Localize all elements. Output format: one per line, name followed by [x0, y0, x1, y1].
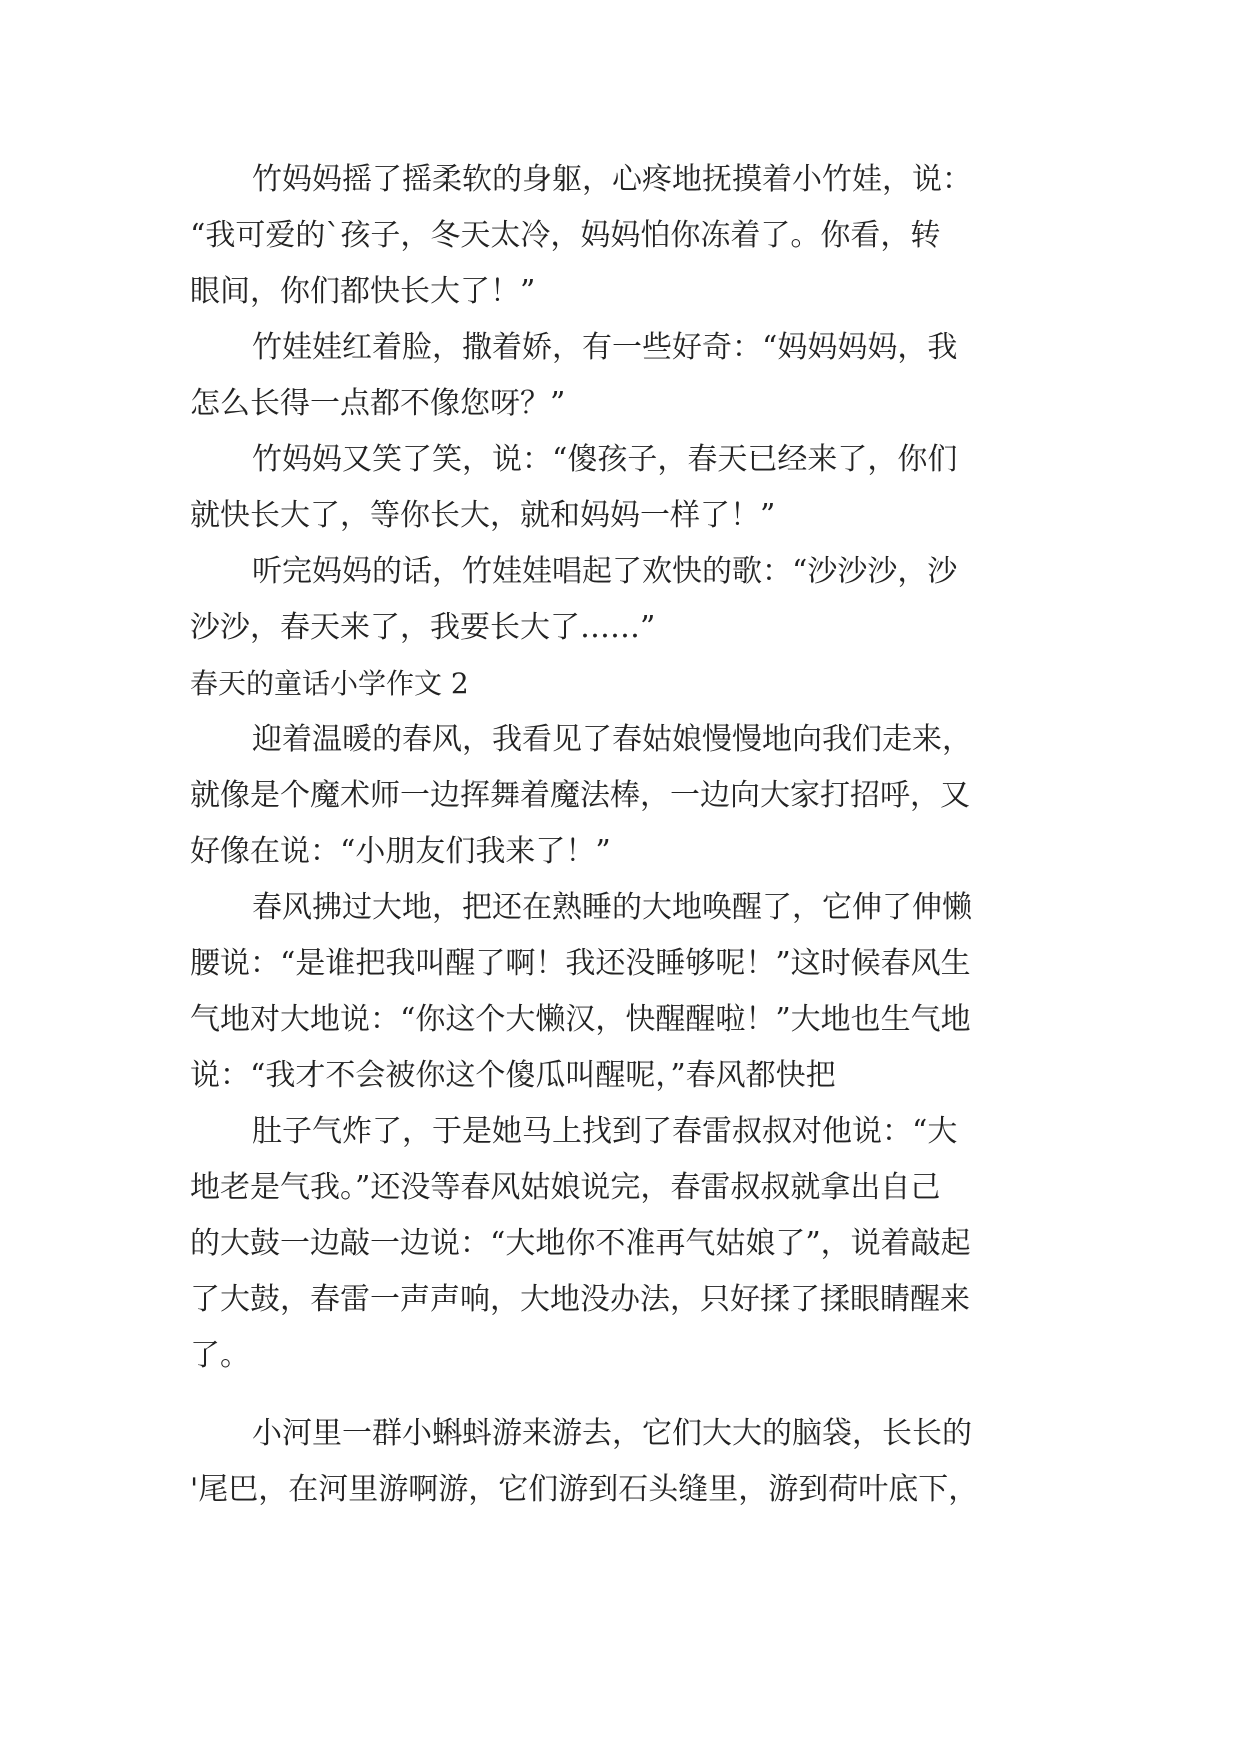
paragraph-line: 听完妈妈的话，竹娃娃唱起了欢快的歌：“沙沙沙，沙: [252, 554, 958, 589]
paragraph-line: 春风拂过大地，把还在熟睡的大地唤醒了，它伸了伸懒: [252, 890, 972, 925]
paragraph-line: 沙沙，春天来了，我要长大了……”: [190, 610, 656, 645]
paragraph-line: 竹妈妈又笑了笑，说：“傻孩子，春天已经来了，你们: [252, 442, 958, 477]
section-heading: 春天的童话小学作文 2: [190, 667, 469, 700]
paragraph-line: 了。: [190, 1338, 250, 1373]
paragraph-line: 眼间，你们都快长大了！”: [190, 274, 536, 309]
paragraph-line: 好像在说：“小朋友们我来了！”: [190, 834, 611, 869]
paragraph-line: 地老是气我。”还没等春风姑娘说完，春雷叔叔就拿出自己: [190, 1170, 941, 1205]
paragraph-line: '尾巴，在河里游啊游，它们游到石头缝里，游到荷叶底下，: [190, 1472, 979, 1507]
paragraph-line: 说：“我才不会被你这个傻瓜叫醒呢，”春风都快把: [190, 1058, 836, 1093]
paragraph-line: 迎着温暖的春风，我看见了春姑娘慢慢地向我们走来，: [252, 722, 972, 757]
paragraph-line: “我可爱的`孩子，冬天太冷，妈妈怕你冻着了。你看，转: [190, 218, 941, 253]
paragraph-spacer: [190, 1384, 1050, 1406]
paragraph-line: 气地对大地说：“你这个大懒汉，快醒醒啦！”大地也生气地: [190, 1002, 971, 1037]
paragraph-line: 竹娃娃红着脸，撒着娇，有一些好奇：“妈妈妈妈，我: [252, 330, 958, 365]
paragraph-line: 竹妈妈摇了摇柔软的身躯，心疼地抚摸着小竹娃，说：: [252, 162, 972, 197]
paragraph-line: 小河里一群小蝌蚪游来游去，它们大大的脑袋，长长的: [252, 1416, 972, 1451]
document-body: [190, 152, 1050, 1518]
paragraph-line: 的大鼓一边敲一边说：“大地你不准再气姑娘了”，说着敲起: [190, 1226, 971, 1261]
paragraph-line: 怎么长得一点都不像您呀？”: [190, 386, 566, 421]
paragraph-line: 就快长大了，等你长大，就和妈妈一样了！”: [190, 498, 776, 533]
paragraph-line: 肚子气炸了，于是她马上找到了春雷叔叔对他说：“大: [252, 1114, 958, 1149]
paragraph-line: 就像是个魔术师一边挥舞着魔法棒，一边向大家打招呼，又: [190, 778, 970, 813]
paragraph-line: 腰说：“是谁把我叫醒了啊！我还没睡够呢！”这时候春风生: [190, 946, 971, 981]
paragraph-line: 了大鼓，春雷一声声响，大地没办法，只好揉了揉眼睛醒来: [190, 1282, 970, 1317]
